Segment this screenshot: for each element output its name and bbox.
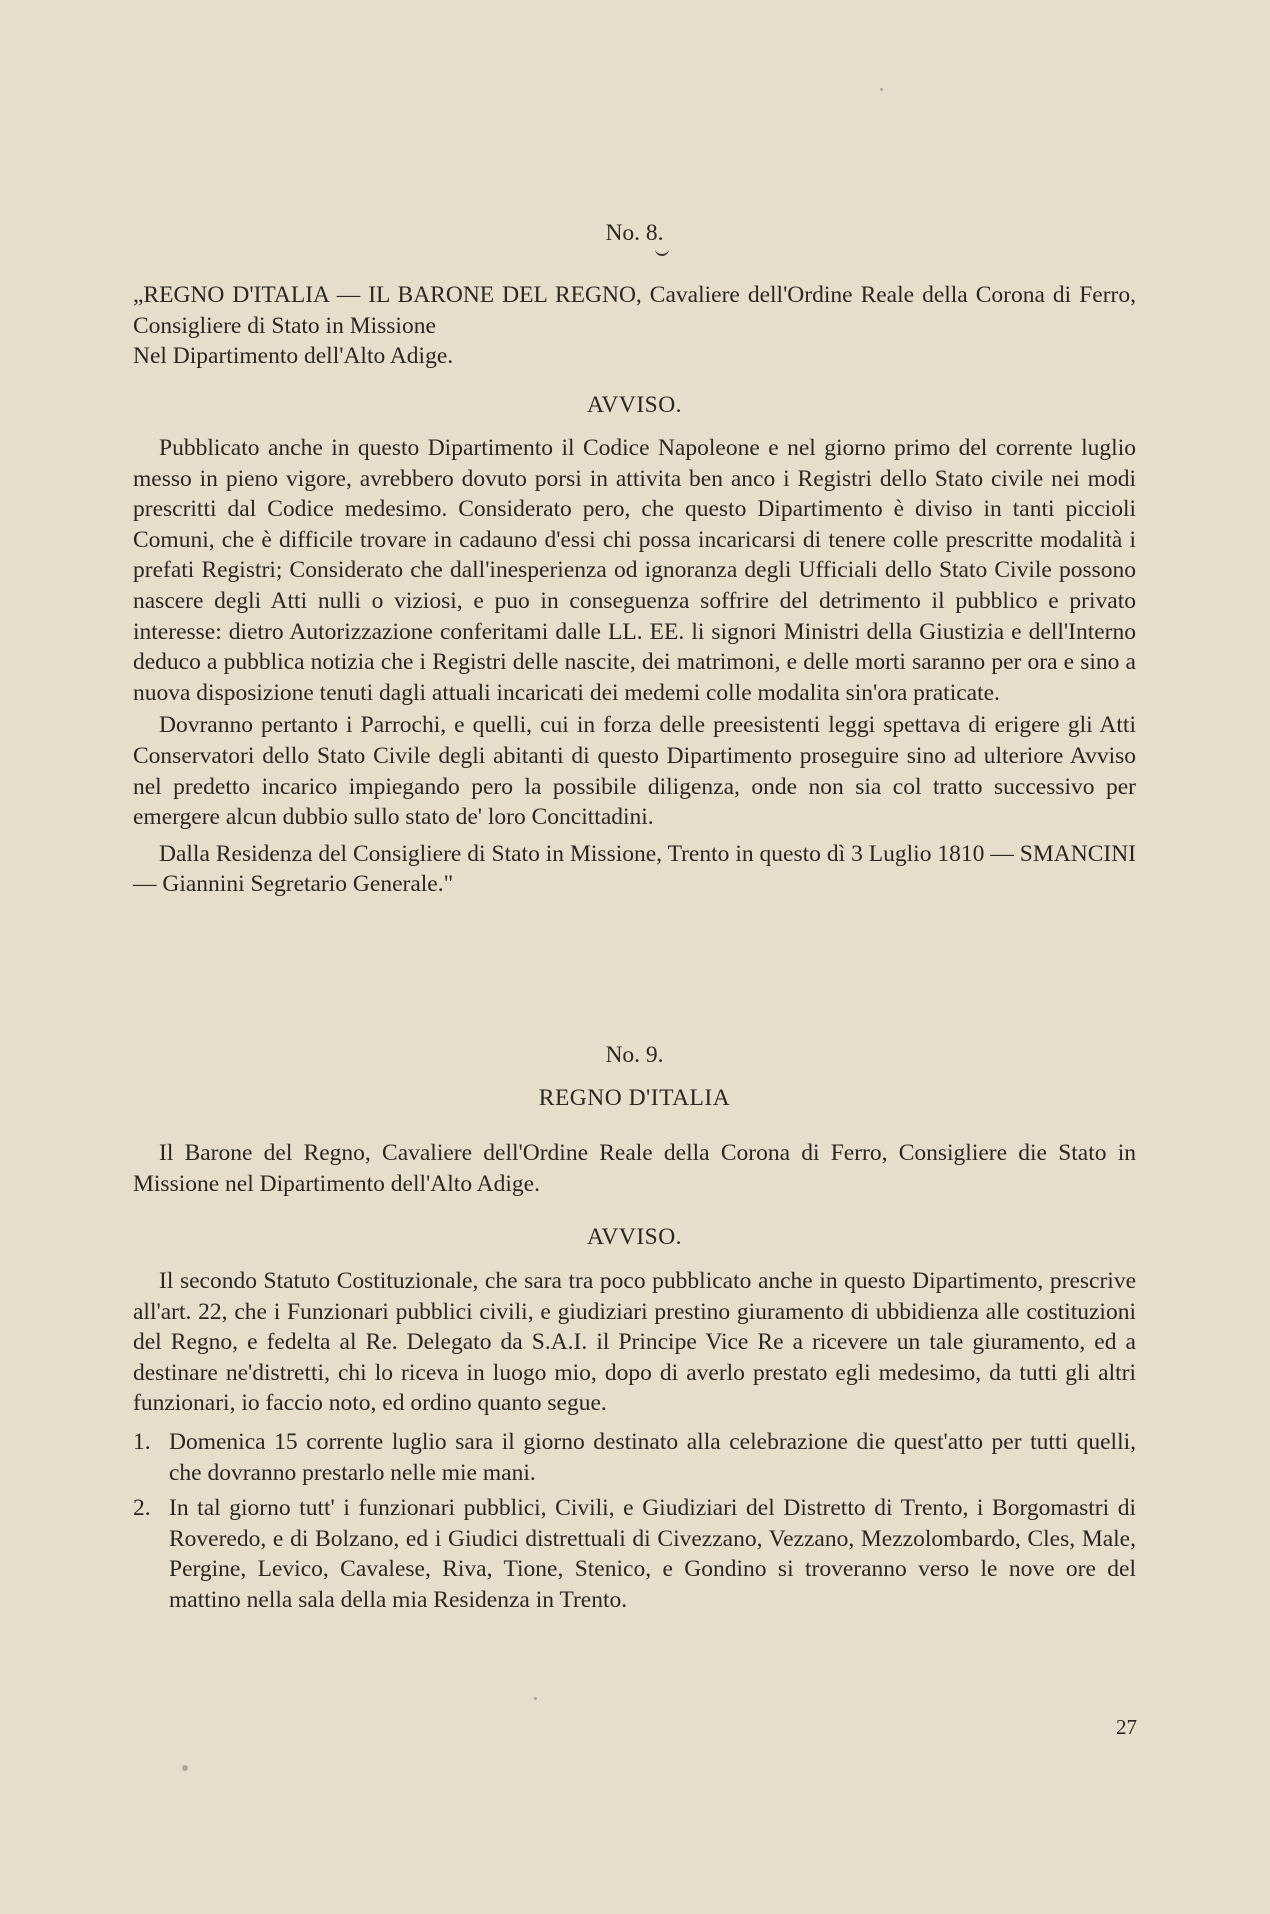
doc9-paragraph: Il secondo Statuto Costituzionale, che sara tra poco pubblicato anche in questo Dipartimento, prescrive all'art. 22, che i Funzionari pubblici civili, e giudiziari prestino giuramento di ubbidienza alle costituzioni del Regno, e fedelta al Re. Delegato da S.A.I. il Principe Vice Re a ricevere un tale giuramento, ed a destinare ne'distretti, chi lo riceva in luogo mio, dopo di averlo prestato egli medesimo, da tutti gli altri funzionari, io faccio noto, ed ordino quanto segue. <box>133 1268 1136 1417</box>
doc9-title: REGNO D'ITALIA <box>538 1085 731 1111</box>
doc9-body <box>133 1266 1136 1621</box>
list-item <box>133 1427 1136 1488</box>
doc8-number: No. 8. <box>605 220 664 246</box>
list-item-number: 1. <box>133 1428 151 1455</box>
paper-speck <box>880 88 883 91</box>
doc9-avviso-block <box>133 1222 1136 1253</box>
list-item-text: Domenica 15 corrente luglio sara il giorno destinato alla celebrazione die quest'atto per tutti quelli, che dovranno prestarlo nelle mie mani. <box>169 1428 1136 1486</box>
document-no8 <box>133 218 1136 249</box>
list-item <box>133 1493 1136 1615</box>
doc8-heading-block <box>133 280 1136 372</box>
doc8-avviso-block <box>133 390 1136 421</box>
list-item-text: In tal giorno tutt' i funzionari pubblici, Civili, e Giudiziari del Distretto di Trento, i Borgomastri di Roveredo, e di Bolzano, ed i Giudici distrettuali di Civezzano, Vezzano, Mezzolombardo, Cles, Male, Pergine, Levico, Cavalese, Riva, Tione, Stenico, e Gondino si troveranno verso le nove ore del mattino nella sala della mia Residenza in Trento. <box>169 1495 1136 1613</box>
list-item-number: 2. <box>133 1495 151 1522</box>
doc8-paragraph-2: Dovranno pertanto i Parrochi, e quelli, cui in forza delle preesistenti leggi spettava di erigere gli Atti Conservatori dello Stato Civile degli abitanti di questo Dipartimento proseguire sino ad ulteriore Avviso nel predetto incarico impiegando pero la possibile diligenza, onde non sia col tratto successivo per emergere alcun dubbio sullo stato de' loro Concittadini. <box>133 712 1136 831</box>
doc8-heading: „REGNO D'ITALIA — IL BARONE DEL REGNO, Cavaliere dell'Ordine Reale della Corona di Ferro, Consigliere di Stato in Missione <box>133 282 1136 339</box>
page-number: 27 <box>1116 1715 1137 1739</box>
paper-speck <box>182 1765 188 1771</box>
doc8-paragraph-1: Pubblicato anche in questo Dipartimento il Codice Napoleone e nel giorno primo del corrente luglio messo in pieno vigore, avrebbero dovuto porsi in attivita ben anco i Registri dello Stato civile nei modi prescritti dal Codice medesimo. Considerato pero, che questo Dipartimento è diviso in tanti piccioli Comuni, che è difficile trovare in cadauno d'essi chi possa incaricarsi di tenere colle prescritte modalità i prefati Registri; Considerato che dall'inesperienza od ignoranza degli Ufficiali dello Stato Civile possono nascere degli Atti nulli o viziosi, e puo in conseguenza soffrire del detrimento il pubblico e privato interesse: dietro Autorizzazione conferitami dalle LL. EE. li signori Ministri della Giustizia e dell'Interno deduco a pubblica notizia che i Registri delle nascite, dei matrimoni, e delle morti saranno per ora e sino a nuova disposizione tenuti dagli attuali incaricati dei medemi colle modalita sin'ora praticate. <box>133 435 1136 706</box>
doc9-number: No. 9. <box>605 1042 664 1068</box>
doc9-title-block <box>133 1083 1136 1114</box>
doc9-avviso-title: AVVISO. <box>586 1224 683 1250</box>
doc8-body <box>133 433 1136 900</box>
doc9-item-list <box>133 1427 1136 1616</box>
doc8-paragraph-3: Dalla Residenza del Consigliere di Stato in Missione, Trento in questo dì 3 Luglio 1810 — SMANCINI — Giannini Segretario Generale." <box>133 840 1136 898</box>
doc9-intro: Il Barone del Regno, Cavaliere dell'Ordine Reale della Corona di Ferro, Consigliere die Stato in Missione nel Dipartimento dell'Alto Adige. <box>133 1140 1136 1197</box>
document-no9 <box>133 1040 1136 1071</box>
doc8-avviso-title: AVVISO. <box>586 392 683 418</box>
tilde-mark <box>655 248 669 256</box>
doc9-intro-block <box>133 1138 1136 1199</box>
paper-speck <box>534 1697 537 1700</box>
doc8-heading-line3: Nel Dipartimento dell'Alto Adige. <box>133 343 454 370</box>
